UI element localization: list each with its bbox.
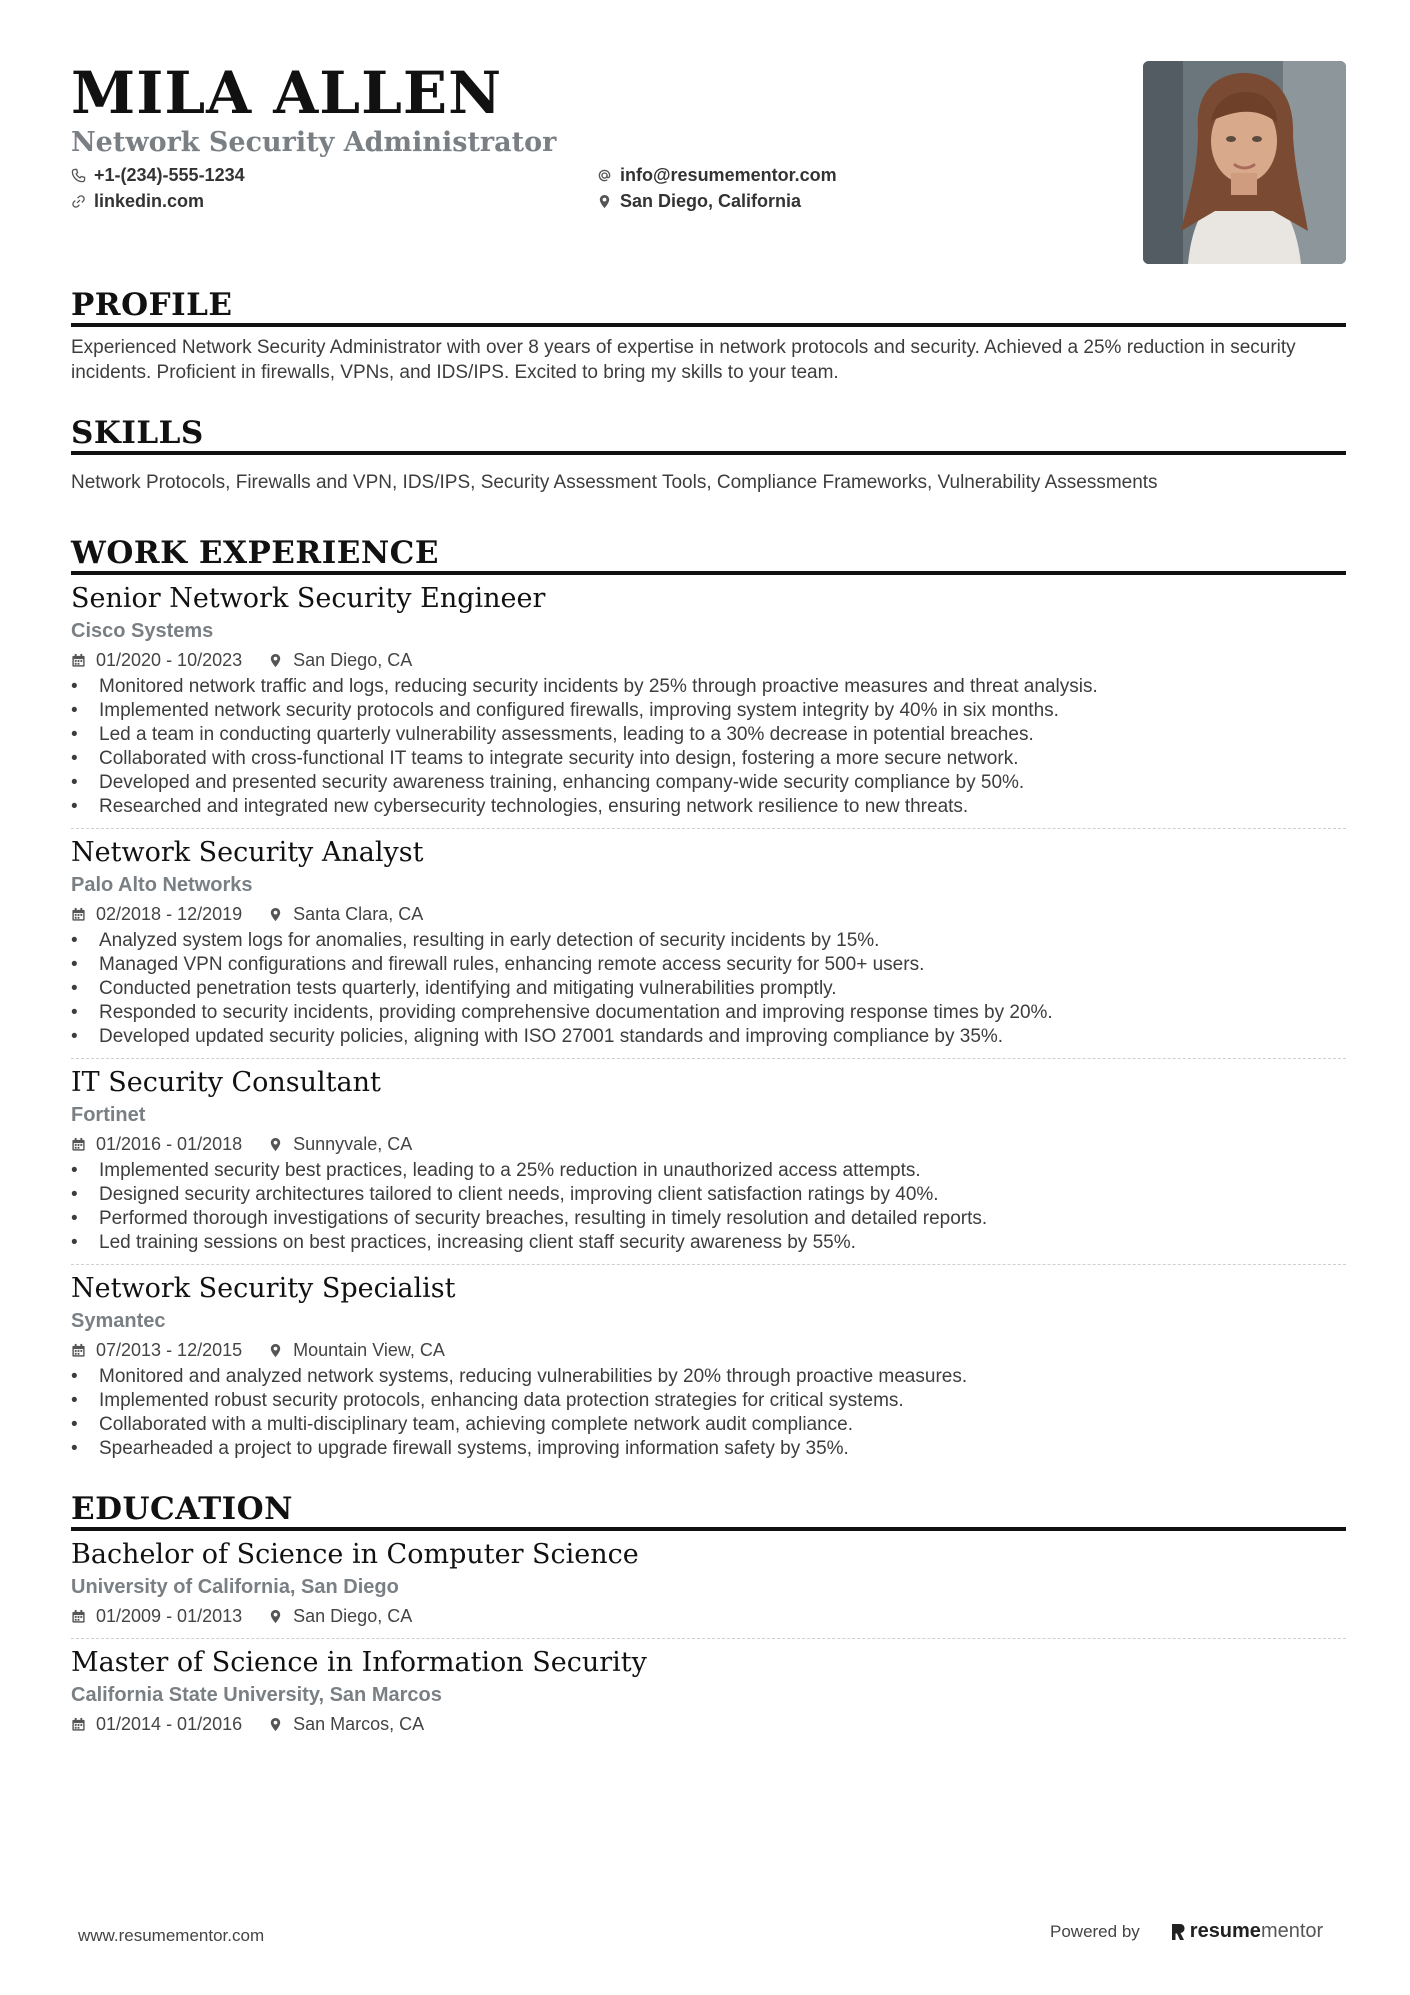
at-icon: [597, 168, 612, 183]
job-entry: [71, 828, 1346, 1049]
resume-content: [71, 58, 1346, 1737]
job-role: Senior Network Security Engineer: [71, 583, 546, 614]
map-pin-icon: [597, 194, 612, 209]
job-dates: 07/2013 - 12/2015: [96, 1340, 243, 1360]
education-dates: 01/2009 - 01/2013: [96, 1606, 243, 1626]
bullet-item: • Collaborated with cross-functional IT teams to integrate security into design, fostering a more secure network.: [71, 747, 1346, 771]
education-location-text: San Marcos, CA: [293, 1714, 425, 1734]
job-entry: [71, 1264, 1346, 1461]
brand-name-light: mentor: [1260, 1920, 1324, 1942]
map-pin-icon: [268, 1717, 283, 1732]
contact-location: [597, 190, 997, 212]
bullet-item: • Implemented network security protocols and configured firewalls, improving system integrity by 40% in six months.: [71, 699, 1346, 723]
job-location-text: Sunnyvale, CA: [293, 1134, 413, 1154]
education-dates: 01/2014 - 01/2016: [96, 1714, 243, 1734]
calendar-icon: [71, 1137, 86, 1152]
candidate-title: Network Security Administrator: [71, 127, 557, 158]
profile-photo: [1143, 61, 1346, 264]
job-role: Network Security Analyst: [71, 837, 424, 868]
bullet-item: • Researched and integrated new cybersecurity technologies, ensuring network resilience to new threats.: [71, 795, 1346, 819]
job-bullets: [71, 675, 1346, 819]
job-meta: [71, 1337, 1346, 1363]
job-dates: 02/2018 - 12/2019: [96, 904, 243, 924]
profile-photo-illustration: [1143, 61, 1346, 264]
brand-name-bold: resume: [1189, 1920, 1261, 1942]
bullet-item: • Developed and presented security awareness training, enhancing company-wide security compliance by 50%.: [71, 771, 1346, 795]
job-company: Fortinet: [71, 1104, 146, 1126]
job-meta: [71, 647, 1346, 673]
skills-text: Network Protocols, Firewalls and VPN, IDS/IPS, Security Assessment Tools, Compliance Frameworks, Vulnerability Assessments: [71, 472, 1158, 493]
education-degree: Bachelor of Science in Computer Science: [71, 1539, 639, 1570]
education-meta: [71, 1603, 1346, 1629]
job-bullets: [71, 1365, 1346, 1461]
bullet-item: • Analyzed system logs for anomalies, resulting in early detection of security incidents by 15%.: [71, 929, 1346, 953]
education-heading: EDUCATION: [71, 1491, 1346, 1531]
skills-heading: SKILLS: [71, 415, 1346, 455]
job-bullets: [71, 1159, 1346, 1255]
job-dates: 01/2016 - 01/2018: [96, 1134, 243, 1154]
calendar-icon: [71, 1609, 86, 1624]
job-role: IT Security Consultant: [71, 1067, 381, 1098]
calendar-icon: [71, 1343, 86, 1358]
bullet-item: • Led a team in conducting quarterly vulnerability assessments, leading to a 30% decrease in potential breaches.: [71, 723, 1346, 747]
powered-by-label: Powered by: [1050, 1921, 1140, 1941]
footer-website[interactable]: www.resumementor.com: [78, 1926, 265, 1945]
job-entry: [71, 575, 1346, 819]
calendar-icon: [71, 907, 86, 922]
phone-text: +1-(234)-555-1234: [94, 165, 245, 185]
job-location-text: San Diego, CA: [293, 650, 413, 670]
link-icon: [71, 194, 86, 209]
profile-heading: PROFILE: [71, 287, 1346, 327]
map-pin-icon: [268, 653, 283, 668]
bullet-item: • Monitored network traffic and logs, reducing security incidents by 25% through proactive measures and threat analysis.: [71, 675, 1346, 699]
linkedin-text: linkedin.com: [94, 191, 205, 211]
contact-phone: [71, 164, 597, 186]
map-pin-icon: [268, 1137, 283, 1152]
job-company: Symantec: [71, 1310, 166, 1332]
job-location: [268, 647, 412, 673]
job-meta: [71, 901, 1346, 927]
education-school: California State University, San Marcos: [71, 1684, 442, 1706]
contact-linkedin[interactable]: [71, 190, 597, 212]
bullet-item: • Conducted penetration tests quarterly, identifying and mitigating vulnerabilities promptly.: [71, 977, 1346, 1001]
location-text: San Diego, California: [620, 191, 802, 211]
job-location-text: Mountain View, CA: [293, 1340, 445, 1360]
education-section: [71, 1491, 1346, 1737]
bullet-item: • Monitored and analyzed network systems, reducing vulnerabilities by 20% through proactive measures.: [71, 1365, 1346, 1389]
calendar-icon: [71, 1717, 86, 1732]
contact-email[interactable]: [597, 164, 997, 186]
brand-logo[interactable]: [1170, 1920, 1323, 1943]
education-location: [268, 1711, 424, 1737]
bullet-item: • Responded to security incidents, providing comprehensive documentation and improving response times by 20%.: [71, 1001, 1346, 1025]
education-school: University of California, San Diego: [71, 1576, 399, 1598]
work-section: [71, 535, 1346, 1461]
bullet-item: • Collaborated with a multi-disciplinary team, achieving complete network audit compliance.: [71, 1413, 1346, 1437]
email-text: info@resumementor.com: [620, 165, 837, 185]
education-degree: Master of Science in Information Security: [71, 1647, 647, 1678]
map-pin-icon: [268, 1609, 283, 1624]
education-entry: [71, 1531, 1346, 1629]
resumementor-logo-icon: [1170, 1922, 1186, 1942]
job-location: [268, 1131, 412, 1157]
skills-section: [71, 415, 1346, 495]
job-meta: [71, 1131, 1346, 1157]
bullet-item: • Implemented robust security protocols, enhancing data protection strategies for critical systems.: [71, 1389, 1346, 1413]
bullet-item: • Designed security architectures tailored to client needs, improving client satisfaction ratings by 40%.: [71, 1183, 1346, 1207]
education-entry: [71, 1638, 1346, 1737]
bullet-item: • Implemented security best practices, leading to a 25% reduction in unauthorized access attempts.: [71, 1159, 1346, 1183]
job-role: Network Security Specialist: [71, 1273, 456, 1304]
profile-section: [71, 287, 1346, 385]
resume-header: [71, 58, 1346, 260]
bullet-item: • Spearheaded a project to upgrade firewall systems, improving information safety by 35%.: [71, 1437, 1346, 1461]
education-location: [268, 1603, 412, 1629]
job-location-text: Santa Clara, CA: [293, 904, 424, 924]
phone-icon: [71, 168, 86, 183]
footer-powered-by: [1050, 1920, 1323, 1943]
job-location: [268, 901, 423, 927]
work-heading: WORK EXPERIENCE: [71, 535, 1346, 575]
job-company: Cisco Systems: [71, 620, 214, 642]
job-company: Palo Alto Networks: [71, 874, 253, 896]
map-pin-icon: [268, 907, 283, 922]
education-location-text: San Diego, CA: [293, 1606, 413, 1626]
job-dates: 01/2020 - 10/2023: [96, 650, 243, 670]
education-meta: [71, 1711, 1346, 1737]
calendar-icon: [71, 653, 86, 668]
job-location: [268, 1337, 445, 1363]
job-bullets: [71, 929, 1346, 1049]
candidate-name: MILA ALLEN: [71, 59, 503, 127]
bullet-item: • Performed thorough investigations of security breaches, resulting in timely resolution and detailed reports.: [71, 1207, 1346, 1231]
job-entry: [71, 1058, 1346, 1255]
map-pin-icon: [268, 1343, 283, 1358]
bullet-item: • Managed VPN configurations and firewall rules, enhancing remote access security for 500+ users.: [71, 953, 1346, 977]
bullet-item: • Developed updated security policies, aligning with ISO 27001 standards and improving compliance by 35%.: [71, 1025, 1346, 1049]
bullet-item: • Led training sessions on best practices, increasing client staff security awareness by 55%.: [71, 1231, 1346, 1255]
profile-text: Experienced Network Security Administrator with over 8 years of expertise in network protocols and security. Achieved a 25% reduction in security incidents. Proficient in firewalls, VPNs, and IDS/IPS. Excited to bring my skills to your team.: [71, 337, 1296, 383]
